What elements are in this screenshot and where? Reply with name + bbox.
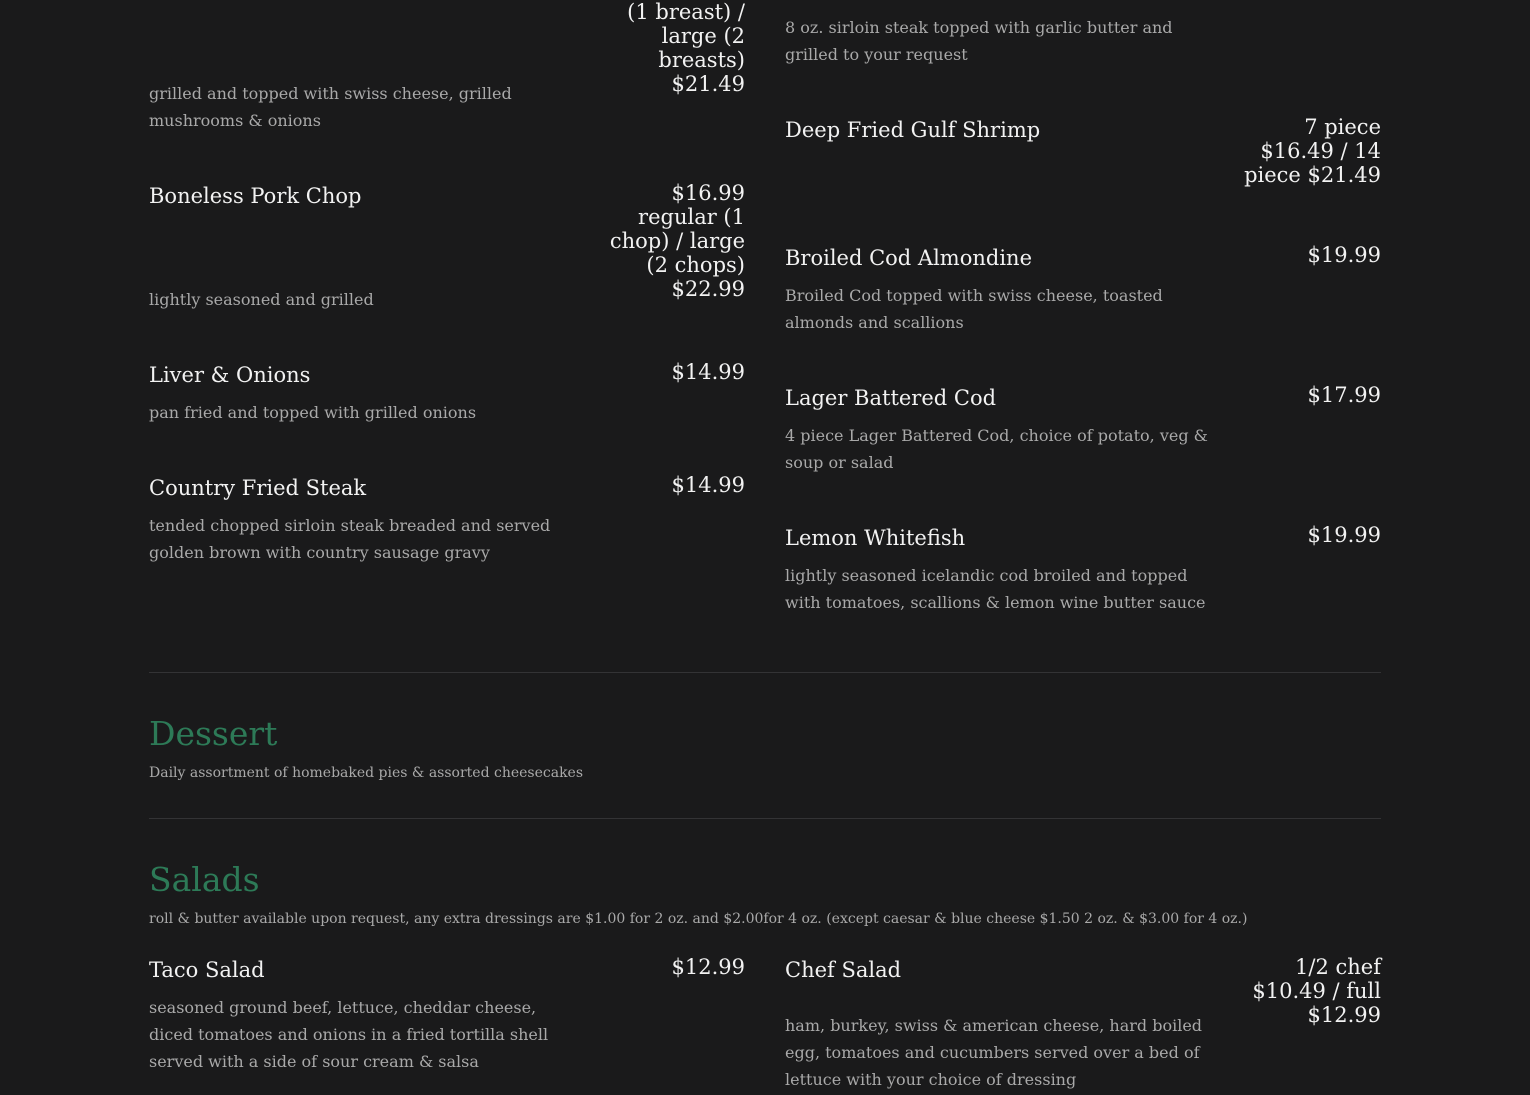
item-name: Country Fried Steak bbox=[149, 476, 367, 500]
section-note-dessert: Daily assortment of homebaked pies & assorted cheesecakes bbox=[149, 765, 584, 781]
item-price: $12.99 bbox=[671, 955, 745, 979]
section-title-salads: Salads bbox=[149, 860, 260, 899]
item-name: Deep Fried Gulf Shrimp bbox=[785, 118, 1041, 142]
menu-page bbox=[149, 0, 1381, 1095]
item-description: lightly seasoned icelandic cod broiled and topped with tomatoes, scallions & lemon wine butter sauce bbox=[785, 566, 1206, 612]
item-name: Liver & Onions bbox=[149, 363, 311, 387]
item-price: $14.99 bbox=[671, 360, 745, 384]
item-description: pan fried and topped with grilled onions bbox=[149, 403, 477, 422]
section-title-dessert: Dessert bbox=[149, 714, 278, 753]
item-description: tended chopped sirloin steak breaded and served golden brown with country sausage gravy bbox=[149, 516, 551, 562]
item-description: ham, burkey, swiss & american cheese, hard boiled egg, tomatoes and cucumbers served over a bed of lettuce with your choice of dressing bbox=[785, 1016, 1203, 1089]
item-description: lightly seasoned and grilled bbox=[149, 290, 374, 309]
item-name: Boneless Pork Chop bbox=[149, 184, 362, 208]
item-price: $19.99 bbox=[1307, 243, 1381, 267]
item-name: Lager Battered Cod bbox=[785, 386, 997, 410]
item-description: grilled and topped with swiss cheese, grilled mushrooms & onions bbox=[149, 84, 512, 130]
item-name: Taco Salad bbox=[149, 958, 265, 982]
item-description: 8 oz. sirloin steak topped with garlic butter and grilled to your request bbox=[785, 18, 1173, 64]
item-description: Broiled Cod topped with swiss cheese, toasted almonds and scallions bbox=[785, 286, 1163, 332]
item-name: Broiled Cod Almondine bbox=[785, 246, 1032, 270]
item-price: $17.99 bbox=[1307, 383, 1381, 407]
item-price: 7 piece $16.49 / 14 piece $21.49 bbox=[1244, 115, 1381, 187]
item-description: seasoned ground beef, lettuce, cheddar cheese, diced tomatoes and onions in a fried tortilla shell served with a side of sour cream & salsa bbox=[149, 998, 549, 1071]
item-price: (1 breast) / large (2 breasts) $21.49 bbox=[627, 0, 745, 96]
item-price: $16.99 regular (1 chop) / large (2 chops) $22.99 bbox=[609, 181, 745, 301]
section-note-salads: roll & butter available upon request, any extra dressings are $1.00 for 2 oz. and $2.00for 4 oz. (except caesar & blue cheese $1.50 2 oz. & $3.00 for 4 oz.) bbox=[149, 911, 1248, 927]
item-description: 4 piece Lager Battered Cod, choice of potato, veg & soup or salad bbox=[785, 426, 1208, 472]
section-divider bbox=[149, 672, 1381, 673]
item-price: 1/2 chef $10.49 / full $12.99 bbox=[1252, 955, 1381, 1027]
item-name: Chef Salad bbox=[785, 958, 902, 982]
item-price: $14.99 bbox=[671, 473, 745, 497]
item-price: $19.99 bbox=[1307, 523, 1381, 547]
item-name: Lemon Whitefish bbox=[785, 526, 966, 550]
section-divider bbox=[149, 818, 1381, 819]
